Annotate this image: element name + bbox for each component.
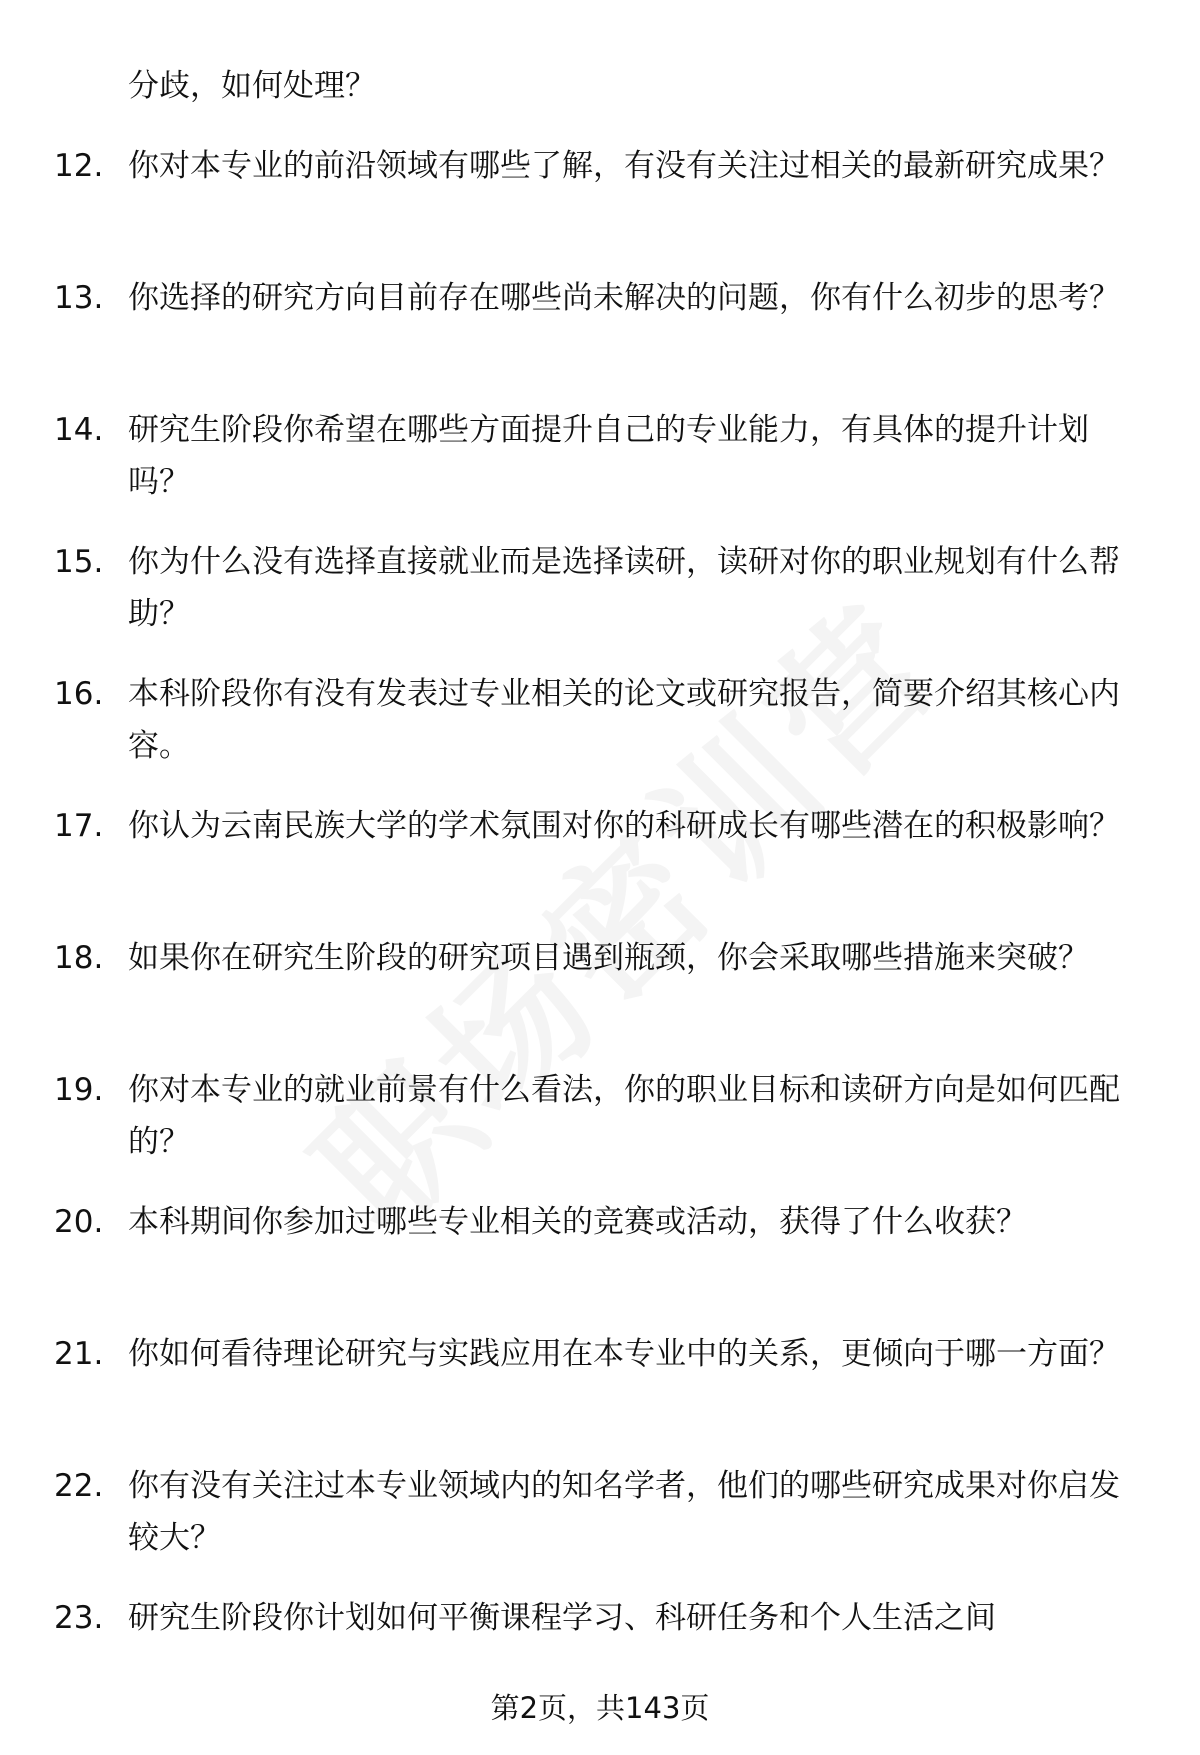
question-item: [0, 1196, 1200, 1328]
question-item: [0, 272, 1200, 404]
question-number: 22.: [54, 1468, 104, 1504]
question-item: [0, 1328, 1200, 1460]
question-text: 你认为云南民族大学的学术氛围对你的科研成长有哪些潜在的积极影响？: [128, 808, 1120, 844]
continuation-text: 分歧，如何处理？: [128, 68, 376, 104]
question-text: 本科阶段你有没有发表过专业相关的论文或研究报告，简要介绍其核心内容。: [128, 676, 1120, 764]
question-item: [0, 1064, 1200, 1196]
question-number: 12.: [54, 148, 104, 184]
question-text: 你选择的研究方向目前存在哪些尚未解决的问题，你有什么初步的思考？: [128, 280, 1120, 316]
question-number: 19.: [54, 1072, 104, 1108]
question-text: 研究生阶段你计划如何平衡课程学习、科研任务和个人生活之间: [128, 1600, 996, 1636]
question-item: [0, 800, 1200, 932]
question-text: 你有没有关注过本专业领域内的知名学者，他们的哪些研究成果对你启发较大？: [128, 1468, 1120, 1556]
question-number: 18.: [54, 940, 104, 976]
question-item: [0, 140, 1200, 272]
question-text: 你为什么没有选择直接就业而是选择读研，读研对你的职业规划有什么帮助？: [128, 544, 1120, 632]
question-text: 你如何看待理论研究与实践应用在本专业中的关系，更倾向于哪一方面？: [128, 1336, 1120, 1372]
question-item: [0, 1460, 1200, 1592]
question-number: 14.: [54, 412, 104, 448]
question-number: 20.: [54, 1204, 104, 1240]
question-item: [0, 536, 1200, 668]
question-text: 本科期间你参加过哪些专业相关的竞赛或活动，获得了什么收获？: [128, 1204, 1027, 1240]
question-number: 17.: [54, 808, 104, 844]
question-text: 你对本专业的就业前景有什么看法，你的职业目标和读研方向是如何匹配的？: [128, 1072, 1120, 1160]
question-number: 13.: [54, 280, 104, 316]
question-text: 研究生阶段你希望在哪些方面提升自己的专业能力，有具体的提升计划吗？: [128, 412, 1089, 500]
question-item: [0, 668, 1200, 800]
question-item: [0, 932, 1200, 1064]
page-footer: 第2页，共143页: [490, 1691, 710, 1725]
question-number: 21.: [54, 1336, 104, 1372]
question-item: [0, 404, 1200, 536]
question-list: [0, 140, 1200, 1724]
question-number: 15.: [54, 544, 104, 580]
question-number: 23.: [54, 1600, 104, 1636]
question-text: 你对本专业的前沿领域有哪些了解，有没有关注过相关的最新研究成果？: [128, 148, 1120, 184]
question-number: 16.: [54, 676, 104, 712]
question-text: 如果你在研究生阶段的研究项目遇到瓶颈，你会采取哪些措施来突破？: [128, 940, 1089, 976]
